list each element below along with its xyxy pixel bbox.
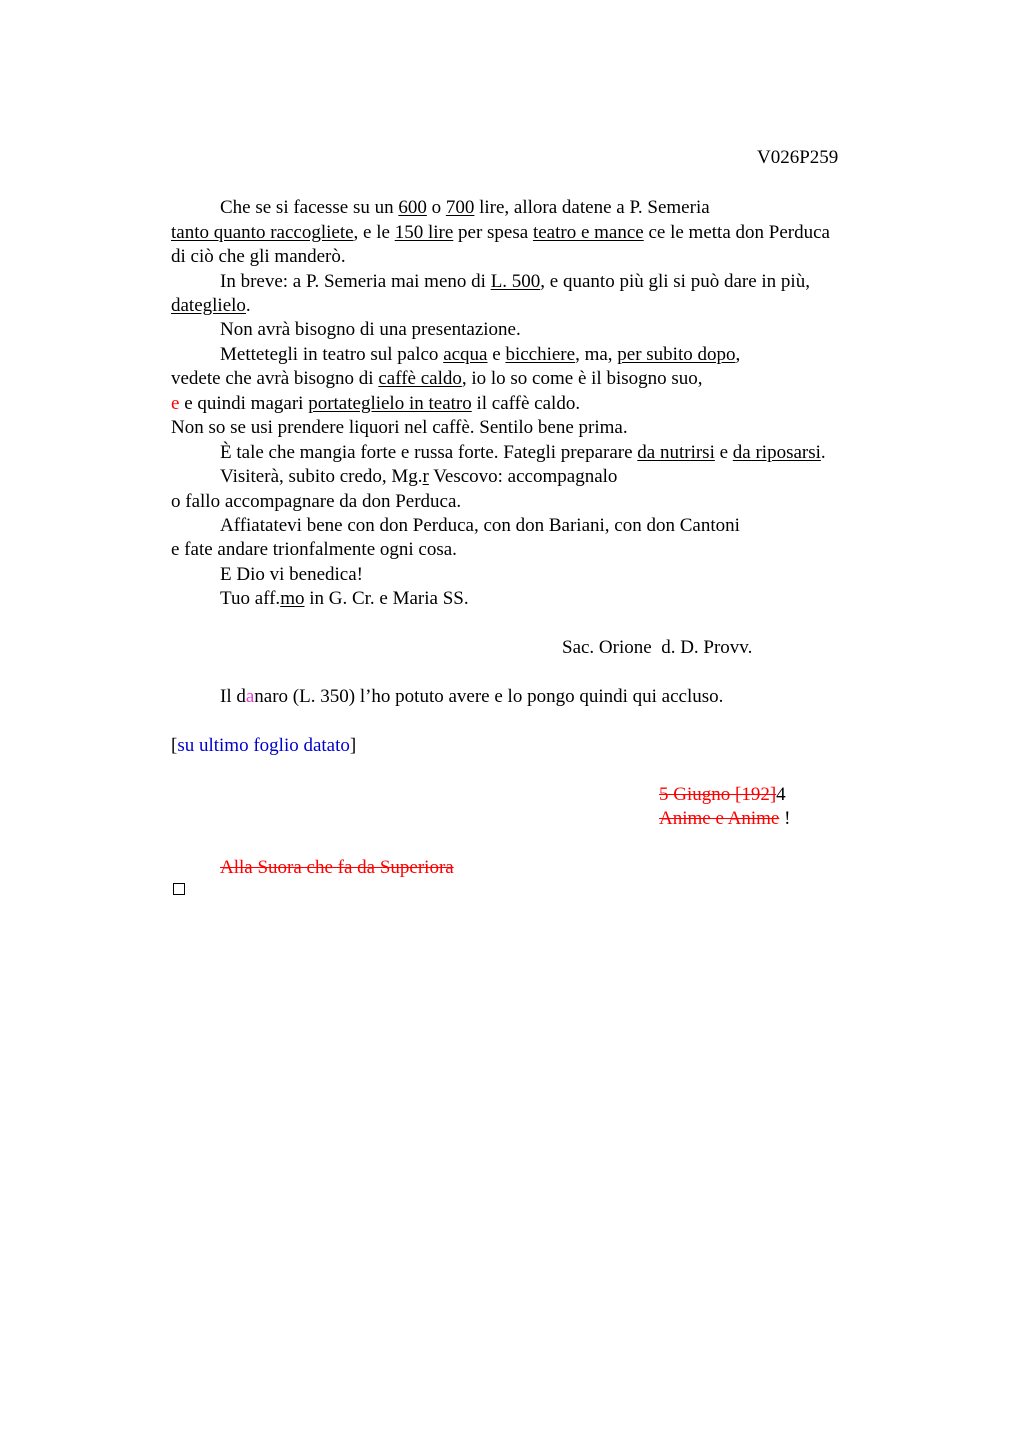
underlined-text: teatro e mance — [532, 222, 644, 243]
text-line-7 — [220, 344, 740, 366]
address-line: Alla Suora che fa da Superiora — [220, 857, 454, 878]
text: Vescovo: accompagnalo — [428, 466, 618, 487]
underlined-text: da nutrirsi — [637, 442, 715, 463]
text: , io lo so come è il bisogno suo, — [461, 368, 703, 389]
checkbox-square-icon — [173, 883, 185, 895]
text: , — [735, 344, 741, 365]
text: ce le metta don Perduca — [643, 222, 830, 243]
text-line-13: o fallo accompagnare da don Perduca. — [171, 491, 462, 512]
editorial-note — [171, 735, 356, 757]
underlined-text: caffè caldo — [378, 368, 462, 389]
bracket: ] — [349, 735, 357, 756]
text-line-1 — [220, 197, 710, 219]
text: , e le — [353, 222, 395, 243]
text: , e quanto più gli si può dare in più, — [540, 271, 810, 292]
text-line-10: Non so se usi prendere liquori nel caffè. Sentilo bene prima. — [171, 417, 628, 438]
text-line-6: Non avrà bisogno di una presentazione. — [220, 319, 521, 340]
text-line-11 — [220, 442, 826, 464]
text-line-5 — [171, 295, 251, 317]
bracket: [ — [171, 735, 178, 756]
text: In breve: a P. Semeria mai meno di — [220, 271, 491, 292]
struck-text: Anime e Anime — [659, 808, 780, 829]
closing-line — [220, 588, 469, 610]
text: . — [245, 295, 251, 316]
text: Il d — [220, 686, 246, 707]
struck-text: 5 Giugno [192] — [659, 784, 777, 805]
underlined-text: per subito dopo — [617, 344, 736, 365]
text-line-3: di ciò che gli manderò. — [171, 246, 346, 267]
text: o — [426, 197, 446, 218]
text: 4 — [776, 784, 786, 805]
underlined-text: portateglielo in teatro — [308, 393, 472, 414]
text-line-4 — [220, 271, 810, 293]
text: Mettetegli in teatro sul palco — [220, 344, 444, 365]
text: . — [820, 442, 826, 463]
underlined-text: bicchiere — [505, 344, 576, 365]
text-line-15: e fate andare trionfalmente ogni cosa. — [171, 539, 457, 560]
underlined-text: da riposarsi — [732, 442, 821, 463]
editorial-note-text: su ultimo foglio datato — [177, 735, 350, 756]
text: Visiterà, subito credo, Mg. — [220, 466, 423, 487]
text-line-9 — [171, 393, 580, 415]
text: Che se si facesse su un — [220, 197, 399, 218]
date-line — [659, 784, 786, 806]
underlined-text: L. 500 — [490, 271, 541, 292]
text: Tuo aff. — [220, 588, 281, 609]
corrected-letter: a — [245, 686, 255, 707]
underlined-text: 150 lire — [394, 222, 454, 243]
underlined-text: acqua — [443, 344, 488, 365]
text-line-14: Affiatatevi bene con don Perduca, con don Bariani, con don Cantoni — [220, 515, 740, 536]
text: per spesa — [453, 222, 533, 243]
text-line-8 — [171, 368, 703, 390]
underlined-text: tanto quanto raccogliete — [171, 222, 354, 243]
document-id: V026P259 — [757, 147, 839, 168]
text: in G. Cr. e Maria SS. — [304, 588, 469, 609]
text: e quindi magari — [179, 393, 309, 414]
text-line-2 — [171, 222, 830, 244]
text-line-16: E Dio vi benedica! — [220, 564, 363, 585]
text: vedete che avrà bisogno di — [171, 368, 379, 389]
signature: Sac. Orione d. D. Provv. — [562, 637, 753, 658]
red-inserted-text: e — [171, 393, 180, 414]
text: lire, allora datene a P. Semeria — [474, 197, 710, 218]
text: , ma, — [575, 344, 618, 365]
underlined-text: r — [422, 466, 429, 487]
underlined-text: dateglielo — [171, 295, 246, 316]
underlined-text: mo — [280, 588, 305, 609]
text-line-12 — [220, 466, 617, 488]
text: ! — [779, 808, 791, 829]
text: È tale che mangia forte e russa forte. Fategli preparare — [220, 442, 638, 463]
underlined-text: 600 — [398, 197, 427, 218]
text: il caffè caldo. — [471, 393, 581, 414]
text: e — [714, 442, 733, 463]
motto-line — [659, 808, 790, 830]
underlined-text: 700 — [445, 197, 475, 218]
text: e — [487, 344, 506, 365]
postscript — [220, 686, 723, 708]
text: naro (L. 350) l’ho potuto avere e lo pongo quindi qui accluso. — [254, 686, 724, 707]
